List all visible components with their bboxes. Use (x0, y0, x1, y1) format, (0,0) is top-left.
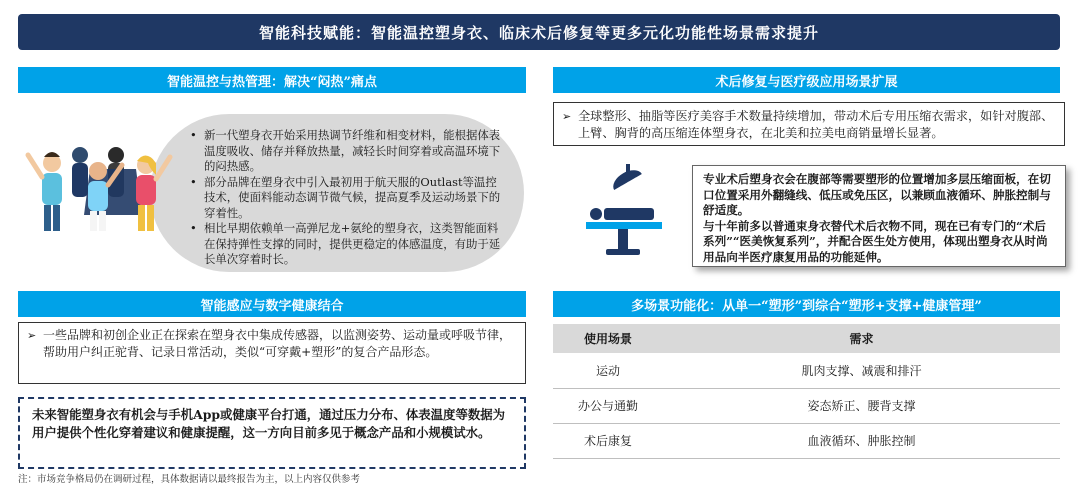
sensing-text: 一些品牌和初创企业正在探索在塑身衣中集成传感器，以监测姿势、运动量或呼吸节律，帮助用户纠正驼背、记录日常活动，类似“可穿戴+塑形”的复合产品形态。 (43, 328, 512, 359)
sensing-text-box (18, 322, 526, 384)
postop-section-title: 术后修复与医疗级应用场景扩展 (715, 74, 898, 90)
list-item: • 相比早期依赖单一高弹尼龙+氨纶的塑身衣，这类智能面料在保持弹性支撑的同时，提供更稳定的体感温度，有助于延长单次穿着时长。 (188, 221, 506, 268)
future-outlook-box (18, 397, 526, 469)
people-illustration (18, 135, 178, 235)
column-header-demand: 需求 (663, 324, 1060, 353)
sensing-section-header (18, 291, 526, 317)
multi-scenario-section-title: 多场景功能化：从单一“塑形”到综合“塑形+支撑+健康管理” (631, 298, 982, 314)
thermal-bullet-list (188, 128, 506, 268)
arrow-bullet-icon: ➢ (562, 110, 572, 123)
table-cell: 术后康复 (553, 423, 663, 458)
table-header-row (553, 324, 1060, 353)
table-cell: 血液循环、肿胀控制 (663, 423, 1060, 458)
footnote: 注：市场竞争格局仍在调研过程，具体数据请以最终报告为主，以上内容仅供参考 (18, 474, 361, 485)
table-row (553, 423, 1060, 458)
people-group-icon (28, 147, 170, 231)
column-header-scenario: 使用场景 (553, 324, 663, 353)
postop-arrow-item (562, 108, 1056, 142)
table-cell: 姿态矫正、腰背支撑 (663, 388, 1060, 423)
surgery-bed-icon (580, 160, 670, 260)
list-item: • 新一代塑身衣开始采用热调节纤维和相变材料，能根据体表温度吸收、储存并释放热量，减轻长时间穿着或高温环境下的闷热感。 (188, 128, 506, 175)
postop-detail-p2: 与十年前多以普通束身衣替代术后衣物不同，现在已有专门的“术后系列”“医美恢复系列”，并配合医生处方使用，体现出塑身衣从时尚用品向半医疗康复用品的功能延伸。 (703, 218, 1048, 264)
postop-detail-box (692, 165, 1066, 267)
page-title-banner (18, 14, 1060, 50)
postop-section-header (553, 67, 1060, 93)
arrow-bullet-icon: ➢ (27, 329, 37, 342)
postop-text: 全球整形、抽脂等医疗美容手术数量持续增加，带动术后专用压缩衣需求，如针对腹部、上臂、胸背的高压缩连体塑身衣，在北美和拉美电商销量增长显著。 (578, 109, 1054, 140)
table-row (553, 388, 1060, 423)
thermal-bullets-panel (150, 114, 524, 272)
table-row (553, 353, 1060, 388)
table-cell: 运动 (553, 353, 663, 388)
table-cell: 办公与通勤 (553, 388, 663, 423)
future-outlook-text: 未来智能塑身衣有机会与手机App或健康平台打通，通过压力分布、体表温度等数据为用户提供个性化穿着建议和健康提醒，这一方向目前多见于概念产品和小规模试水。 (32, 407, 506, 440)
page-title: 智能科技赋能：智能温控塑身衣、临床术后修复等更多元化功能性场景需求提升 (258, 23, 819, 42)
scenario-table (553, 324, 1060, 459)
table-cell: 肌肉支撑、减震和排汗 (663, 353, 1060, 388)
thermal-section-header (18, 67, 526, 93)
sensing-arrow-item (27, 327, 517, 361)
postop-detail-p1: 专业术后塑身衣会在腹部等需要塑形的位置增加多层压缩面板，在切口位置采用外翻缝线、低压或免压区，以兼顾血液循环、肿胀控制与舒适度。 (703, 172, 1051, 217)
thermal-section-title: 智能温控与热管理：解决“闷热”痛点 (167, 74, 377, 90)
multi-scenario-section-header (553, 291, 1060, 317)
postop-text-box (553, 102, 1065, 146)
list-item: • 部分品牌在塑身衣中引入最初用于航天服的Outlast等温控技术，使面料能动态调节微气候，提高夏季及运动场景下的穿着性。 (188, 175, 506, 222)
sensing-section-title: 智能感应与数字健康结合 (200, 298, 344, 314)
